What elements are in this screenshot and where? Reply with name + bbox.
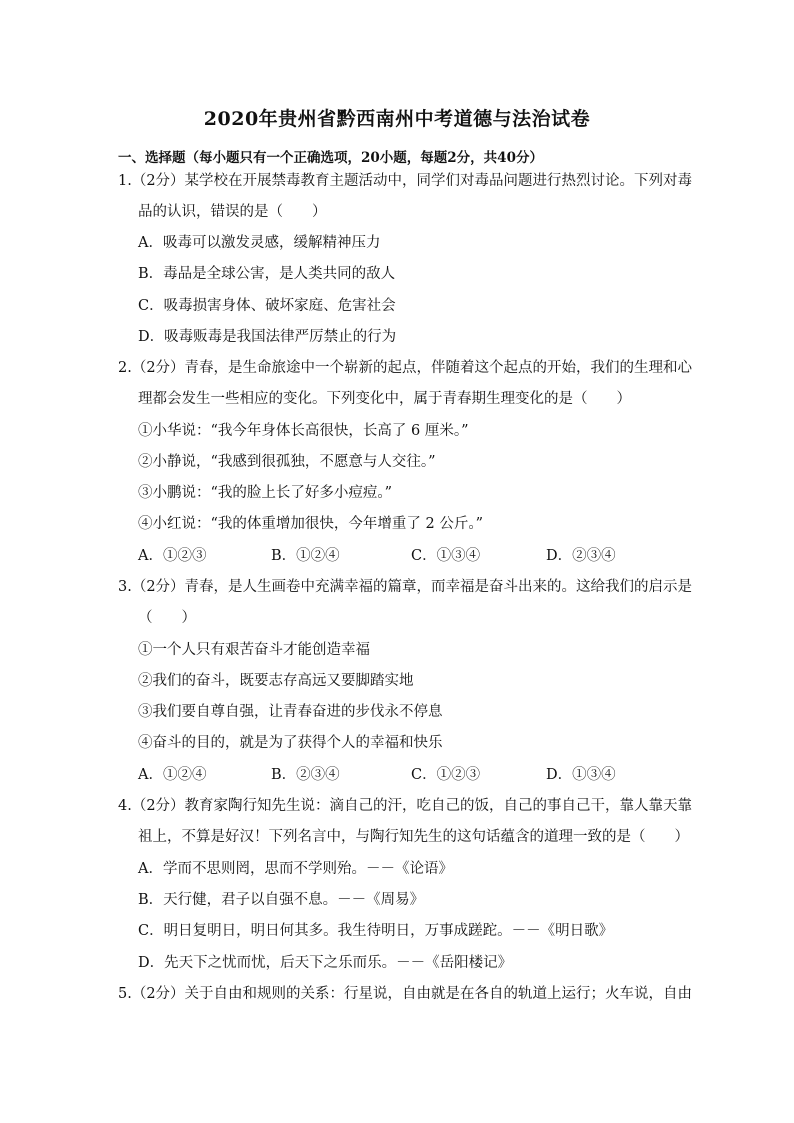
question-3-option-c: C．①②③ (411, 767, 481, 783)
question-1-option-c: C．吸毒损害身体、破坏家庭、危害社会 (138, 298, 396, 314)
question-3-option-b: B．②③④ (271, 767, 340, 783)
question-5-stem: 5.（2分）关于自由和规则的关系：行星说，自由就是在各自的轨道上运行；火车说，自由 (118, 986, 693, 1002)
question-2-option-b: B．①②④ (271, 548, 340, 564)
question-3-stem-cont: （ ） (138, 610, 196, 626)
question-1-option-b: B．毒品是全球公害，是人类共同的敌人 (138, 266, 396, 282)
question-2-statement-2: ②小静说，“我感到很孤独，不愿意与人交往。” (138, 454, 436, 470)
question-3-statement-3: ③我们要自尊自强，让青春奋进的步伐永不停息 (138, 704, 443, 720)
section-heading: 一、选择题（每小题只有一个正确选项，20小题，每题2分，共40分） (118, 150, 543, 166)
question-4-stem-cont: 祖上，不算是好汉！下列名言中，与陶行知先生的这句话蕴含的道理一致的是（ ） (138, 829, 689, 845)
question-3-statement-1: ①一个人只有艰苦奋斗才能创造幸福 (138, 642, 370, 658)
question-2-stem: 2.（2分）青春，是生命旅途中一个崭新的起点，伴随着这个起点的开始，我们的生理和心 (118, 360, 693, 376)
question-1-option-a: A．吸毒可以激发灵感，缓解精神压力 (138, 235, 381, 251)
question-2-option-d: D．②③④ (546, 548, 616, 564)
question-3-option-a: A．①②④ (138, 767, 207, 783)
question-2-statement-1: ①小华说：“我今年身体长高很快，长高了 6 厘米。” (138, 423, 469, 439)
question-2-option-a: A．①②③ (138, 548, 207, 564)
question-4-stem: 4.（2分）教育家陶行知先生说：滴自己的汗，吃自己的饭，自己的事自己干，靠人靠天靠 (118, 798, 693, 814)
question-3-statement-4: ④奋斗的目的，就是为了获得个人的幸福和快乐 (138, 735, 443, 751)
question-2-stem-cont: 理都会发生一些相应的变化。下列变化中，属于青春期生理变化的是（ ） (138, 391, 631, 407)
question-2-statement-4: ④小红说：“我的体重增加很快，今年增重了 2 公斤。” (138, 516, 484, 532)
question-4-option-c: C．明日复明日，明日何其多。我生待明日，万事成蹉跎。－－《明日歌》 (138, 923, 614, 939)
question-2-statement-3: ③小鹏说：“我的脸上长了好多小痘痘。” (138, 485, 393, 501)
question-3-statement-2: ②我们的奋斗，既要志存高远又要脚踏实地 (138, 673, 414, 689)
question-2-option-c: C．①③④ (411, 548, 481, 564)
question-4-option-b: B．天行健，君子以自强不息。－－《周易》 (138, 892, 425, 908)
question-1-option-d: D．吸毒贩毒是我国法律严厉禁止的行为 (138, 329, 397, 345)
question-4-option-d: D．先天下之忧而忧，后天下之乐而乐。－－《岳阳楼记》 (138, 955, 513, 971)
question-1-stem: 1.（2分）某学校在开展禁毒教育主题活动中，同学们对毒品问题进行热烈讨论。下列对毒 (118, 173, 693, 189)
page-title: 2020年贵州省黔西南州中考道德与法治试卷 (203, 108, 591, 130)
question-4-option-a: A．学而不思则罔，思而不学则殆。－－《论语》 (138, 861, 453, 877)
question-1-stem-cont: 品的认识，错误的是（ ） (138, 204, 327, 220)
question-3-option-d: D．①③④ (546, 767, 616, 783)
question-3-stem: 3.（2分）青春，是人生画卷中充满幸福的篇章，而幸福是奋斗出来的。这给我们的启示是 (118, 579, 693, 595)
